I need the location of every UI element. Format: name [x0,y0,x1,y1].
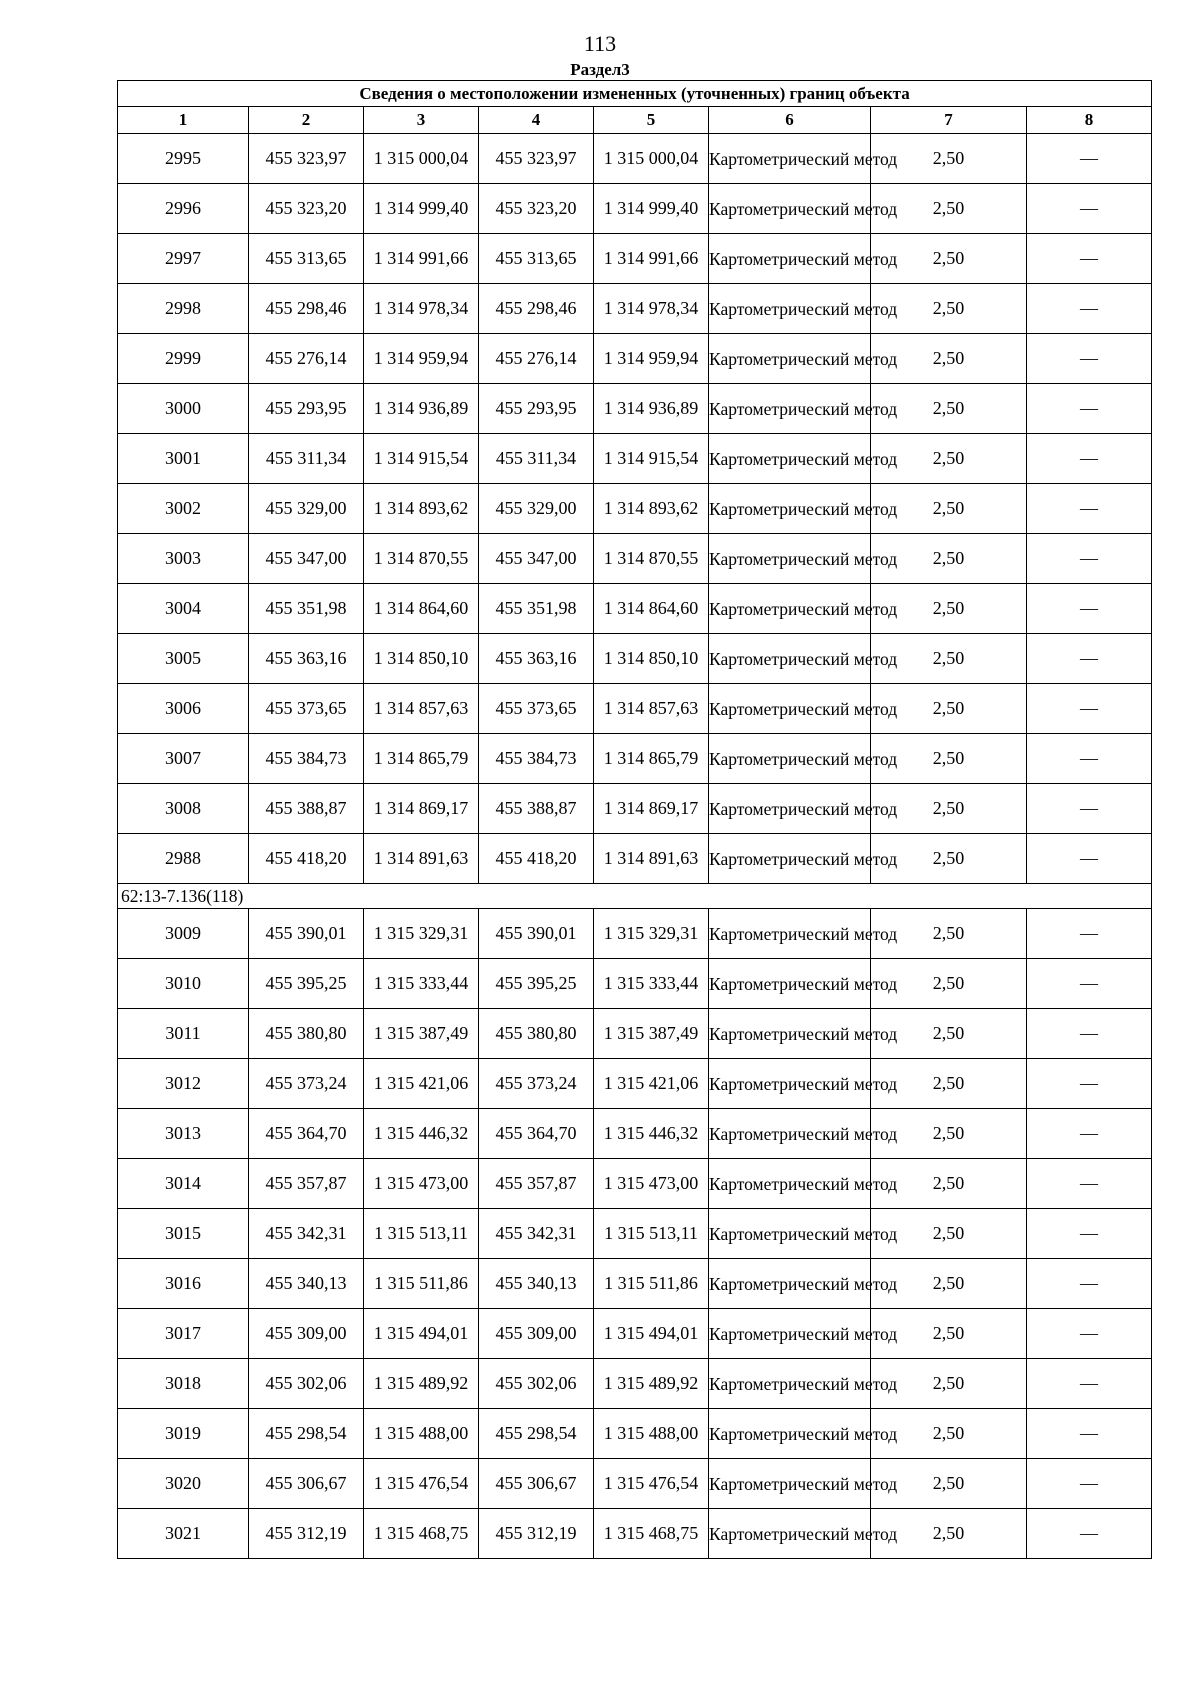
point-number-cell: 3017 [118,1309,249,1359]
x-new-cell: 455 384,73 [479,734,594,784]
x-new-cell: 455 373,24 [479,1059,594,1109]
x-existing-cell: 455 388,87 [249,784,364,834]
description-cell: — [1027,1309,1152,1359]
precision-cell: 2,50 [871,1109,1027,1159]
point-number-cell: 3015 [118,1209,249,1259]
table-row [118,1509,1152,1559]
method-cell: Картометрический метод [709,1459,871,1509]
method-cell: Картометрический метод [709,1409,871,1459]
description-cell: — [1027,784,1152,834]
x-existing-cell: 455 293,95 [249,384,364,434]
table-row [118,234,1152,284]
point-number-cell: 2999 [118,334,249,384]
point-number-cell: 3016 [118,1259,249,1309]
y-new-cell: 1 315 489,92 [594,1359,709,1409]
y-new-cell: 1 314 999,40 [594,184,709,234]
point-number-cell: 3000 [118,384,249,434]
description-cell: — [1027,284,1152,334]
method-cell: Картометрический метод [709,334,871,384]
table-row [118,634,1152,684]
y-existing-cell: 1 314 870,55 [364,534,479,584]
precision-cell: 2,50 [871,1059,1027,1109]
x-new-cell: 455 380,80 [479,1009,594,1059]
x-existing-cell: 455 384,73 [249,734,364,784]
table-row [118,784,1152,834]
x-existing-cell: 455 380,80 [249,1009,364,1059]
x-existing-cell: 455 306,67 [249,1459,364,1509]
y-existing-cell: 1 315 421,06 [364,1059,479,1109]
y-existing-cell: 1 315 468,75 [364,1509,479,1559]
y-new-cell: 1 315 387,49 [594,1009,709,1059]
x-new-cell: 455 340,13 [479,1259,594,1309]
y-new-cell: 1 314 864,60 [594,584,709,634]
point-number-cell: 3008 [118,784,249,834]
method-cell: Картометрический метод [709,734,871,784]
y-existing-cell: 1 314 850,10 [364,634,479,684]
x-new-cell: 455 373,65 [479,684,594,734]
precision-cell: 2,50 [871,1409,1027,1459]
y-new-cell: 1 314 865,79 [594,734,709,784]
x-new-cell: 455 390,01 [479,909,594,959]
y-existing-cell: 1 315 000,04 [364,134,479,184]
y-existing-cell: 1 315 511,86 [364,1259,479,1309]
y-new-cell: 1 314 850,10 [594,634,709,684]
x-existing-cell: 455 309,00 [249,1309,364,1359]
column-header: 6 [709,107,871,134]
point-number-cell: 3009 [118,909,249,959]
description-cell: — [1027,1359,1152,1409]
x-existing-cell: 455 312,19 [249,1509,364,1559]
x-existing-cell: 455 340,13 [249,1259,364,1309]
description-cell: — [1027,1159,1152,1209]
x-existing-cell: 455 351,98 [249,584,364,634]
x-existing-cell: 455 323,97 [249,134,364,184]
description-cell: — [1027,734,1152,784]
y-existing-cell: 1 314 869,17 [364,784,479,834]
method-cell: Картометрический метод [709,1109,871,1159]
method-cell: Картометрический метод [709,1509,871,1559]
x-new-cell: 455 306,67 [479,1459,594,1509]
x-existing-cell: 455 373,24 [249,1059,364,1109]
description-cell: — [1027,1259,1152,1309]
x-new-cell: 455 329,00 [479,484,594,534]
method-cell: Картометрический метод [709,909,871,959]
method-cell: Картометрический метод [709,1059,871,1109]
table-caption: Сведения о местоположении измененных (уточненных) границ объекта [118,81,1152,107]
description-cell: — [1027,334,1152,384]
description-cell: — [1027,484,1152,534]
precision-cell: 2,50 [871,1009,1027,1059]
description-cell: — [1027,434,1152,484]
table-row [118,1459,1152,1509]
precision-cell: 2,50 [871,784,1027,834]
y-existing-cell: 1 314 978,34 [364,284,479,334]
description-cell: — [1027,684,1152,734]
description-cell: — [1027,1009,1152,1059]
method-cell: Картометрический метод [709,384,871,434]
description-cell: — [1027,134,1152,184]
y-existing-cell: 1 315 476,54 [364,1459,479,1509]
method-cell: Картометрический метод [709,184,871,234]
y-new-cell: 1 314 857,63 [594,684,709,734]
method-cell: Картометрический метод [709,1009,871,1059]
y-existing-cell: 1 315 513,11 [364,1209,479,1259]
table-row [118,134,1152,184]
x-existing-cell: 455 323,20 [249,184,364,234]
x-new-cell: 455 351,98 [479,584,594,634]
x-new-cell: 455 418,20 [479,834,594,884]
y-new-cell: 1 315 513,11 [594,1209,709,1259]
y-existing-cell: 1 314 865,79 [364,734,479,784]
column-header: 4 [479,107,594,134]
description-cell: — [1027,1509,1152,1559]
method-cell: Картометрический метод [709,534,871,584]
x-existing-cell: 455 313,65 [249,234,364,284]
table-body [118,134,1152,1559]
precision-cell: 2,50 [871,184,1027,234]
x-existing-cell: 455 329,00 [249,484,364,534]
x-existing-cell: 455 342,31 [249,1209,364,1259]
point-number-cell: 3001 [118,434,249,484]
y-new-cell: 1 315 468,75 [594,1509,709,1559]
description-cell: — [1027,1409,1152,1459]
method-cell: Картометрический метод [709,1309,871,1359]
x-new-cell: 455 357,87 [479,1159,594,1209]
table-row [118,1059,1152,1109]
precision-cell: 2,50 [871,1459,1027,1509]
description-cell: — [1027,834,1152,884]
point-number-cell: 3019 [118,1409,249,1459]
x-existing-cell: 455 347,00 [249,534,364,584]
x-new-cell: 455 342,31 [479,1209,594,1259]
x-new-cell: 455 309,00 [479,1309,594,1359]
method-cell: Картометрический метод [709,1359,871,1409]
y-new-cell: 1 315 329,31 [594,909,709,959]
precision-cell: 2,50 [871,959,1027,1009]
group-label: 62:13-7.136(118) [118,884,1152,909]
y-existing-cell: 1 314 915,54 [364,434,479,484]
precision-cell: 2,50 [871,134,1027,184]
table-row [118,1159,1152,1209]
x-existing-cell: 455 311,34 [249,434,364,484]
method-cell: Картометрический метод [709,234,871,284]
description-cell: — [1027,1059,1152,1109]
precision-cell: 2,50 [871,534,1027,584]
description-cell: — [1027,909,1152,959]
method-cell: Картометрический метод [709,1259,871,1309]
table-row [118,384,1152,434]
point-number-cell: 3010 [118,959,249,1009]
y-existing-cell: 1 314 864,60 [364,584,479,634]
precision-cell: 2,50 [871,834,1027,884]
y-new-cell: 1 315 333,44 [594,959,709,1009]
table-row [118,734,1152,784]
point-number-cell: 2997 [118,234,249,284]
x-new-cell: 455 364,70 [479,1109,594,1159]
x-new-cell: 455 312,19 [479,1509,594,1559]
method-cell: Картометрический метод [709,834,871,884]
precision-cell: 2,50 [871,384,1027,434]
x-existing-cell: 455 302,06 [249,1359,364,1409]
point-number-cell: 2998 [118,284,249,334]
method-cell: Картометрический метод [709,584,871,634]
y-new-cell: 1 314 869,17 [594,784,709,834]
table-row [118,184,1152,234]
x-existing-cell: 455 357,87 [249,1159,364,1209]
y-existing-cell: 1 314 936,89 [364,384,479,434]
y-existing-cell: 1 314 999,40 [364,184,479,234]
x-new-cell: 455 276,14 [479,334,594,384]
point-number-cell: 3007 [118,734,249,784]
x-existing-cell: 455 363,16 [249,634,364,684]
method-cell: Картометрический метод [709,484,871,534]
y-new-cell: 1 314 991,66 [594,234,709,284]
x-existing-cell: 455 364,70 [249,1109,364,1159]
description-cell: — [1027,184,1152,234]
y-existing-cell: 1 314 857,63 [364,684,479,734]
y-new-cell: 1 315 421,06 [594,1059,709,1109]
table-row [118,834,1152,884]
description-cell: — [1027,1109,1152,1159]
y-existing-cell: 1 315 333,44 [364,959,479,1009]
description-cell: — [1027,1459,1152,1509]
precision-cell: 2,50 [871,1359,1027,1409]
description-cell: — [1027,959,1152,1009]
y-existing-cell: 1 315 494,01 [364,1309,479,1359]
y-existing-cell: 1 315 489,92 [364,1359,479,1409]
table-row [118,1009,1152,1059]
y-new-cell: 1 315 488,00 [594,1409,709,1459]
coordinates-table [117,80,1152,1559]
column-header: 7 [871,107,1027,134]
method-cell: Картометрический метод [709,634,871,684]
x-existing-cell: 455 390,01 [249,909,364,959]
y-new-cell: 1 314 870,55 [594,534,709,584]
x-new-cell: 455 313,65 [479,234,594,284]
x-new-cell: 455 388,87 [479,784,594,834]
x-new-cell: 455 298,46 [479,284,594,334]
y-new-cell: 1 314 978,34 [594,284,709,334]
x-existing-cell: 455 395,25 [249,959,364,1009]
y-new-cell: 1 314 959,94 [594,334,709,384]
description-cell: — [1027,234,1152,284]
description-cell: — [1027,384,1152,434]
point-number-cell: 3020 [118,1459,249,1509]
point-number-cell: 2996 [118,184,249,234]
x-new-cell: 455 293,95 [479,384,594,434]
precision-cell: 2,50 [871,1259,1027,1309]
precision-cell: 2,50 [871,434,1027,484]
method-cell: Картометрический метод [709,1209,871,1259]
point-number-cell: 3003 [118,534,249,584]
x-new-cell: 455 323,20 [479,184,594,234]
point-number-cell: 3014 [118,1159,249,1209]
precision-cell: 2,50 [871,234,1027,284]
column-header: 3 [364,107,479,134]
column-header: 1 [118,107,249,134]
method-cell: Картометрический метод [709,134,871,184]
precision-cell: 2,50 [871,634,1027,684]
y-existing-cell: 1 315 329,31 [364,909,479,959]
table-row [118,959,1152,1009]
point-number-cell: 3006 [118,684,249,734]
y-existing-cell: 1 314 991,66 [364,234,479,284]
y-existing-cell: 1 314 893,62 [364,484,479,534]
x-new-cell: 455 298,54 [479,1409,594,1459]
point-number-cell: 3004 [118,584,249,634]
y-new-cell: 1 315 000,04 [594,134,709,184]
table-row [118,484,1152,534]
table-row [118,684,1152,734]
precision-cell: 2,50 [871,684,1027,734]
y-existing-cell: 1 315 488,00 [364,1409,479,1459]
y-existing-cell: 1 314 959,94 [364,334,479,384]
precision-cell: 2,50 [871,284,1027,334]
table-row [118,1109,1152,1159]
x-existing-cell: 455 276,14 [249,334,364,384]
precision-cell: 2,50 [871,334,1027,384]
description-cell: — [1027,534,1152,584]
precision-cell: 2,50 [871,1209,1027,1259]
column-header: 8 [1027,107,1152,134]
precision-cell: 2,50 [871,484,1027,534]
point-number-cell: 2988 [118,834,249,884]
table-row [118,909,1152,959]
description-cell: — [1027,584,1152,634]
x-existing-cell: 455 373,65 [249,684,364,734]
table-row [118,284,1152,334]
x-existing-cell: 455 298,46 [249,284,364,334]
y-new-cell: 1 314 891,63 [594,834,709,884]
point-number-cell: 3018 [118,1359,249,1409]
description-cell: — [1027,634,1152,684]
x-existing-cell: 455 298,54 [249,1409,364,1459]
x-new-cell: 455 363,16 [479,634,594,684]
precision-cell: 2,50 [871,734,1027,784]
point-number-cell: 3012 [118,1059,249,1109]
section-title: Раздел3 [570,60,630,79]
precision-cell: 2,50 [871,1309,1027,1359]
x-new-cell: 455 311,34 [479,434,594,484]
table-row [118,1409,1152,1459]
table-row [118,1359,1152,1409]
y-new-cell: 1 315 494,01 [594,1309,709,1359]
table-row [118,334,1152,384]
x-new-cell: 455 347,00 [479,534,594,584]
y-existing-cell: 1 315 387,49 [364,1009,479,1059]
y-existing-cell: 1 315 446,32 [364,1109,479,1159]
method-cell: Картометрический метод [709,784,871,834]
point-number-cell: 3005 [118,634,249,684]
precision-cell: 2,50 [871,1159,1027,1209]
method-cell: Картометрический метод [709,1159,871,1209]
x-new-cell: 455 302,06 [479,1359,594,1409]
point-number-cell: 3011 [118,1009,249,1059]
precision-cell: 2,50 [871,584,1027,634]
point-number-cell: 3002 [118,484,249,534]
y-new-cell: 1 314 936,89 [594,384,709,434]
table-row [118,1259,1152,1309]
point-number-cell: 2995 [118,134,249,184]
y-new-cell: 1 314 893,62 [594,484,709,534]
method-cell: Картометрический метод [709,434,871,484]
point-number-cell: 3013 [118,1109,249,1159]
description-cell: — [1027,1209,1152,1259]
table-row [118,534,1152,584]
page-number: 113 [583,31,617,56]
column-header: 2 [249,107,364,134]
table-row [118,434,1152,484]
column-header: 5 [594,107,709,134]
table-row [118,1209,1152,1259]
method-cell: Картометрический метод [709,284,871,334]
point-number-cell: 3021 [118,1509,249,1559]
y-new-cell: 1 314 915,54 [594,434,709,484]
x-new-cell: 455 395,25 [479,959,594,1009]
method-cell: Картометрический метод [709,684,871,734]
y-new-cell: 1 315 476,54 [594,1459,709,1509]
table-row [118,584,1152,634]
method-cell: Картометрический метод [709,959,871,1009]
table-row [118,1309,1152,1359]
y-existing-cell: 1 314 891,63 [364,834,479,884]
x-new-cell: 455 323,97 [479,134,594,184]
precision-cell: 2,50 [871,1509,1027,1559]
y-new-cell: 1 315 511,86 [594,1259,709,1309]
y-new-cell: 1 315 473,00 [594,1159,709,1209]
y-new-cell: 1 315 446,32 [594,1109,709,1159]
x-existing-cell: 455 418,20 [249,834,364,884]
precision-cell: 2,50 [871,909,1027,959]
group-row [118,884,1152,909]
y-existing-cell: 1 315 473,00 [364,1159,479,1209]
